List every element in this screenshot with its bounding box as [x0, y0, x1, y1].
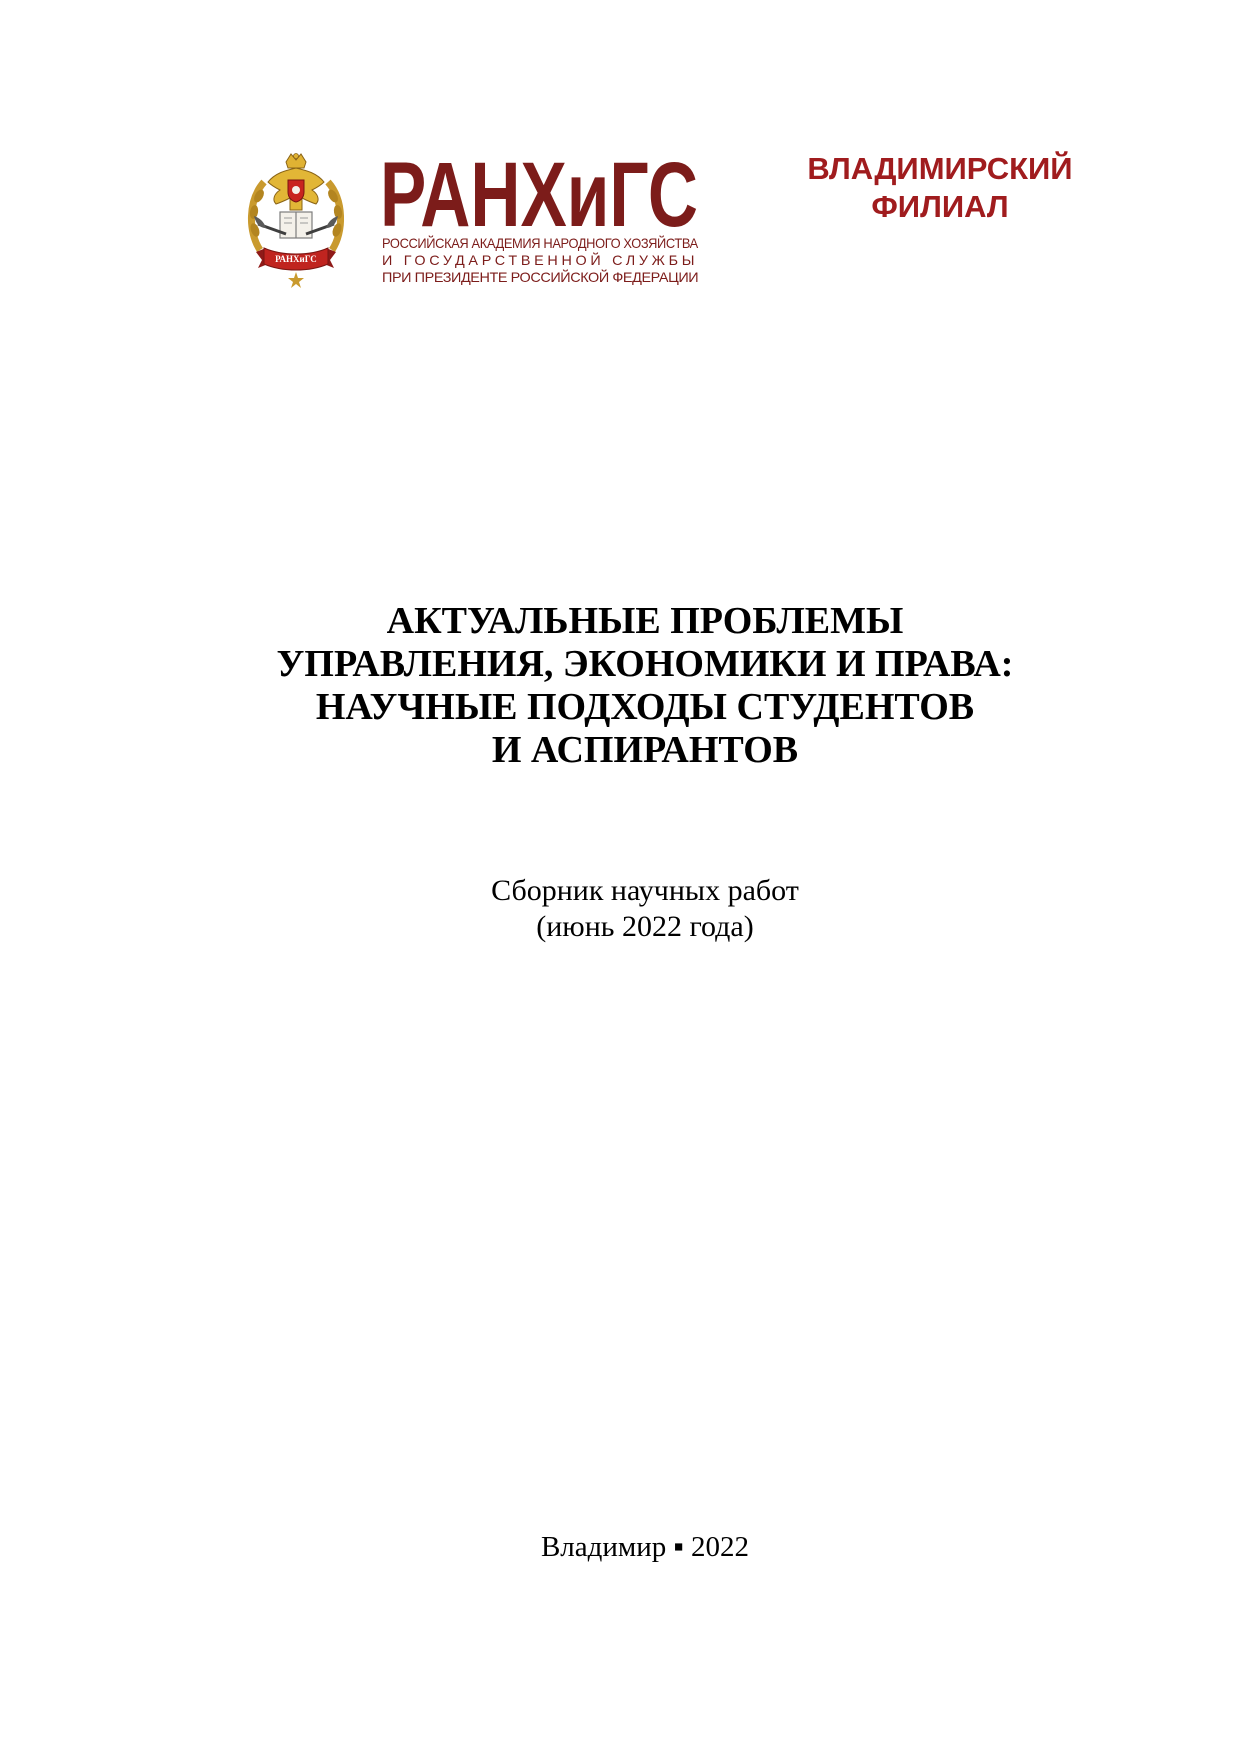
logo-line-1: РОССИЙСКАЯ АКАДЕМИЯ НАРОДНОГО ХОЗЯЙСТВА [382, 235, 698, 251]
title-line-3: НАУЧНЫЕ ПОДХОДЫ СТУДЕНТОВ [315, 686, 975, 728]
branch-line-1: ВЛАДИМИРСКИЙ [807, 151, 1073, 186]
logo-line-2: И ГОСУДАРСТВЕННОЙ СЛУЖБЫ [382, 252, 699, 268]
subtitle-line-1: Сборник научных работ [491, 874, 799, 907]
title-line-4: И АСПИРАНТОВ [491, 729, 799, 771]
branch-line-2: ФИЛИАЛ [871, 189, 1009, 224]
logo-name-text: РАНХиГС [380, 154, 698, 234]
emblem-ribbon-text: РАНХиГС [275, 254, 317, 264]
logo-line-3: ПРИ ПРЕЗИДЕНТЕ РОССИЙСКОЙ ФЕДЕРАЦИИ [382, 269, 699, 285]
document-title [0, 600, 1241, 772]
logo-wordmark [380, 154, 700, 234]
document-subtitle [0, 873, 1241, 945]
title-line-2: УПРАВЛЕНИЯ, ЭКОНОМИКИ И ПРАВА: [276, 643, 1014, 685]
branch-name [770, 150, 1110, 226]
title-line-1: АКТУАЛЬНЫЕ ПРОБЛЕМЫ [386, 600, 904, 642]
emblem-icon [246, 152, 346, 288]
place-and-year: Владимир ▪ 2022 [540, 1531, 750, 1563]
subtitle-line-2: (июнь 2022 года) [536, 910, 754, 943]
ranepa-logo [380, 154, 700, 290]
